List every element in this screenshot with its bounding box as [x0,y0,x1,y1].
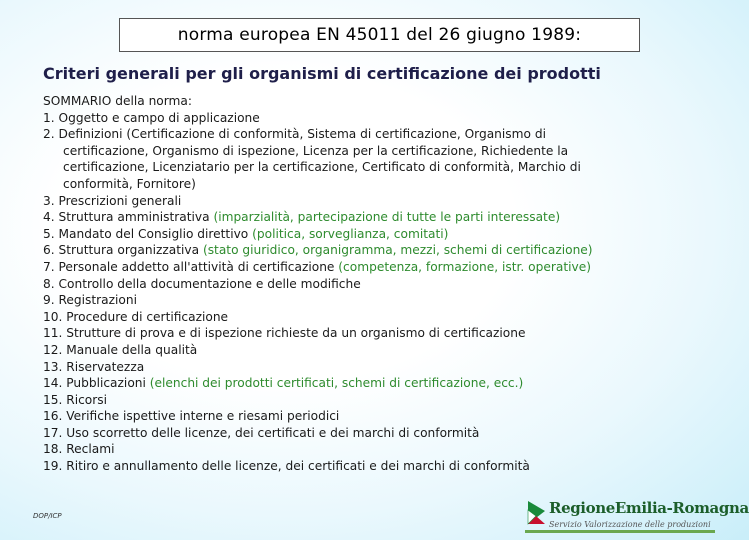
list-item-text: 5. Mandato del Consiglio direttivo [43,226,253,241]
list-item [43,359,708,376]
title-box [119,18,640,52]
list-item [43,325,708,342]
list-item-text: 4. Struttura amministrativa [43,210,214,225]
list-item [43,392,708,409]
list-item [43,309,708,326]
logo-name: RegioneEmilia-Romagna [549,499,749,517]
list-item [43,193,708,210]
list-item [43,292,708,309]
list-item [43,441,708,458]
list-item [43,242,708,259]
list-item-note: (elenchi dei prodotti certificati, schemi di certificazione, ecc.) [149,376,524,391]
page-subtitle: Criteri generali per gli organismi di certificazione dei prodotti [43,64,601,83]
list-item [43,226,708,243]
list-item-text: 8. Controllo della documentazione e delle modifiche [43,276,361,291]
summary-heading: SOMMARIO della norma: [43,94,192,108]
list-item [43,276,708,293]
list-item-text: 11. Strutture di prova e di ispezione richieste da un organismo di certificazione [43,326,526,341]
logo-tagline: Servizio Valorizzazione delle produzioni [549,520,711,529]
list-item-text: 12. Manuale della qualità [43,342,198,357]
summary-section [43,93,708,475]
list-item [43,375,708,392]
list-item-text: 16. Verifiche ispettive interne e riesami periodici [43,409,340,424]
list-item-continuation: certificazione, Organismo di ispezione, Licenza per la certificazione, Richiedente la [63,143,569,158]
list-item-text: 13. Riservatezza [43,359,145,374]
list-item-text: 18. Reclami [43,442,115,457]
list-item [43,259,708,276]
list-item [43,209,708,226]
list-item [43,425,708,442]
list-item-continuation: conformità, Fornitore) [63,176,196,191]
list-item-text: 1. Oggetto e campo di applicazione [43,110,260,125]
list-item [43,458,708,475]
list-item-note: (politica, sorveglianza, comitati) [252,226,449,241]
list-item [43,126,708,143]
list-item-text: 3. Prescrizioni generali [43,193,182,208]
list-item [43,408,708,425]
list-item [43,342,708,359]
regione-flag-icon [527,499,547,525]
list-item-text: 17. Uso scorretto delle licenze, dei certificati e dei marchi di conformità [43,425,480,440]
logo-underline [525,530,715,533]
list-item-note: (imparzialità, partecipazione di tutte le parti interessate) [213,210,561,225]
list-item [43,110,708,127]
list-item-text: 2. Definizioni (Certificazione di conformità, Sistema di certificazione, Organismo di [43,127,546,142]
regione-logo [525,497,749,535]
list-item-text: 19. Ritiro e annullamento delle licenze, dei certificati e dei marchi di conformità [43,459,530,474]
page-title: norma europea EN 45011 del 26 giugno 1989: [177,25,582,45]
list-item-note: (stato giuridico, organigramma, mezzi, schemi di certificazione) [202,243,593,258]
list-item-text: 15. Ricorsi [43,392,108,407]
list-item-text: 7. Personale addetto all'attività di certificazione [43,259,339,274]
list-item-text: 10. Procedure di certificazione [43,309,229,324]
summary-list [43,110,708,475]
list-item-continuation: certificazione, Licenziatario per la certificazione, Certificato di conformità, Marchio di [63,160,581,175]
footer-code: DOP/ICP [33,512,62,520]
list-item-text: 6. Struttura organizzativa [43,243,203,258]
list-item-text: 9. Registrazioni [43,293,138,308]
list-item-note: (competenza, formazione, istr. operative) [338,259,591,274]
list-item-text: 14. Pubblicazioni [43,376,150,391]
